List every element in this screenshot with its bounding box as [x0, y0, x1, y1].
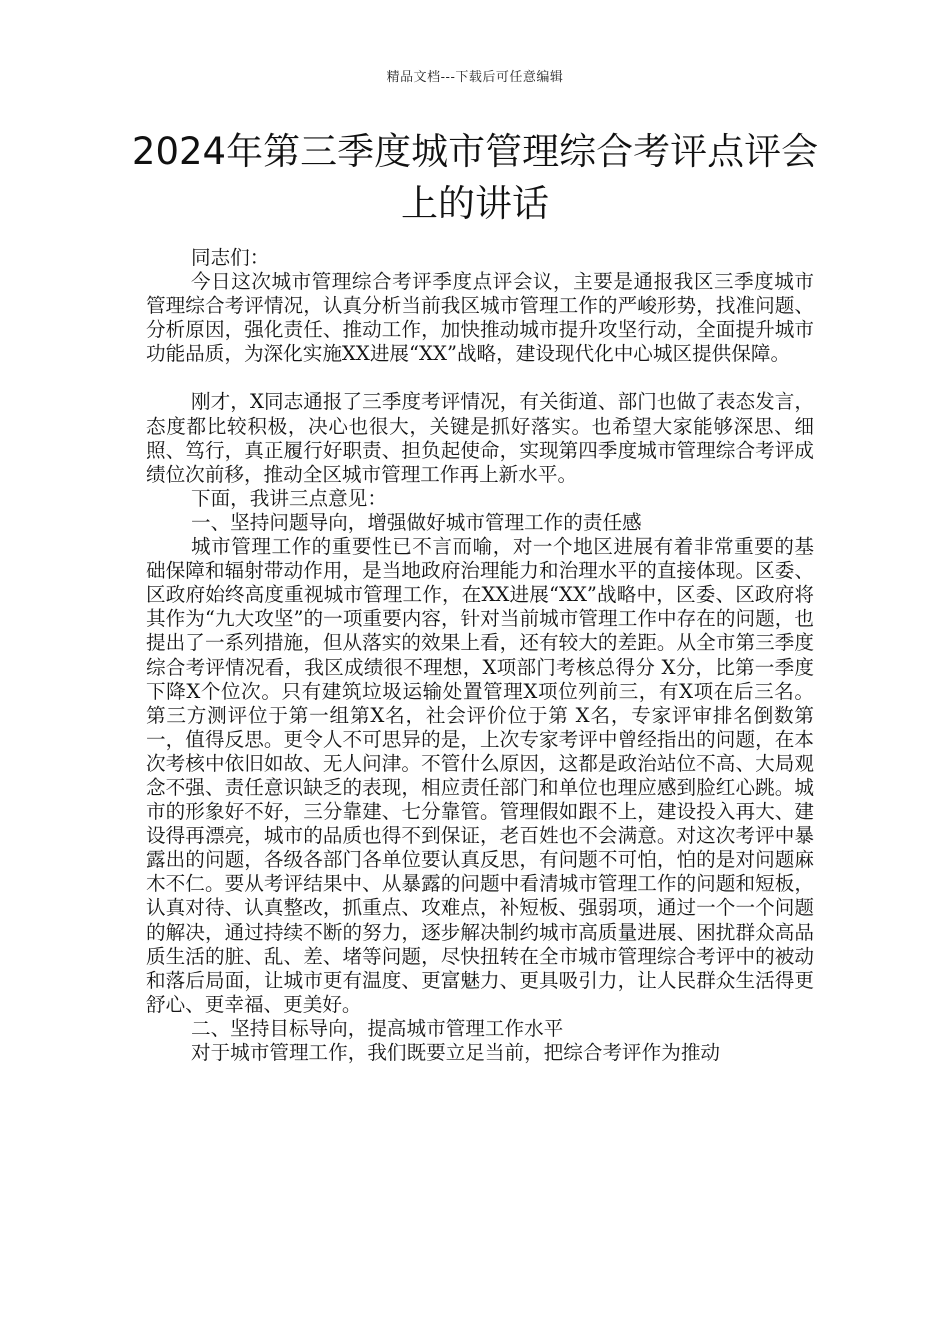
- paragraph-section-2: 对于城市管理工作，我们既要立足当前，把综合考评作为推动: [191, 1041, 721, 1064]
- paragraph-review: 刚才，X同志通报了三季度考评情况，有关街道、部门也做了表态发言，态度都比较积极，决心也很大，关键是抓好落实。也希望大家能够深思、细照、笃行，真正履行好职责、担负起使命，实现第四季度城市管理综合考评成绩位次前移，推动全区城市管理工作再上新水平。: [146, 390, 814, 486]
- paragraph-intro: 今日这次城市管理综合考评季度点评会议，主要是通报我区三季度城市管理综合考评情况，认真分析当前我区城市管理工作的严峻形势，找准问题、分析原因，强化责任、推动工作，加快推动城市提升攻坚行动，全面提升城市功能品质，为深化实施XX进展“XX”战略，建设现代化中心城区提供保障。: [146, 270, 814, 366]
- page-header: 精品文档---下载后可任意编辑: [386, 70, 564, 85]
- section-heading-2: 二、坚持目标导向，提高城市管理工作水平: [191, 1016, 564, 1040]
- document-title: 2024年第三季度城市管理综合考评点评会上的讲话: [131, 130, 819, 225]
- document-body: [146, 246, 814, 1065]
- paragraph-outline: 下面，我讲三点意见：: [191, 486, 387, 510]
- salutation: 同志们：: [191, 246, 270, 269]
- section-heading-1: 一、坚持问题导向，增强做好城市管理工作的责任感: [191, 510, 642, 534]
- paragraph-section-1: 城市管理工作的重要性已不言而喻，对一个地区进展有着非常重要的基础保障和辐射带动作用，是当地政府治理能力和治理水平的直接体现。区委、区政府始终高度重视城市管理工作，在XX进展“XX”战略中，区委、区政府将其作为“九大攻坚”的一项重要内容，针对当前城市管理工作中存在的问题，也提出了一系列措施，但从落实的效果上看，还有较大的差距。从全市第三季度综合考评情况看，我区成绩很不理想，X项部门考核总得分 X分，比第一季度下降X个位次。只有建筑垃圾运输处置管理X项位列前三，有X项在后三名。第三方测评位于第一组第X名，社会评价位于第 X名，专家评审排名倒数第一，值得反思。更令人不可思异的是，上次专家考评中曾经指出的问题，在本次考核中依旧如故、无人问津。不管什么原因，这都是政治站位不高、大局观念不强、责任意识缺乏的表现，相应责任部门和单位也理应感到脸红心跳。城市的形象好不好，三分靠建、七分靠管。管理假如跟不上，建设投入再大、建设得再漂亮，城市的品质也得不到保证，老百姓也不会满意。对这次考评中暴露出的问题，各级各部门各单位要认真反思，有问题不可怕，怕的是对问题麻木不仁。要从考评结果中、从暴露的问题中看清城市管理工作的问题和短板，认真对待、认真整改，抓重点、攻难点，补短板、强弱项，通过一个一个问题的解决，通过持续不断的努力，逐步解决制约城市高质量进展、困扰群众高品质生活的脏、乱、差、堵等问题，尽快扭转在全市城市管理综合考评中的被动和落后局面，让城市更有温度、更富魅力、更具吸引力，让人民群众生活得更舒心、更幸福、更美好。: [146, 535, 814, 1016]
